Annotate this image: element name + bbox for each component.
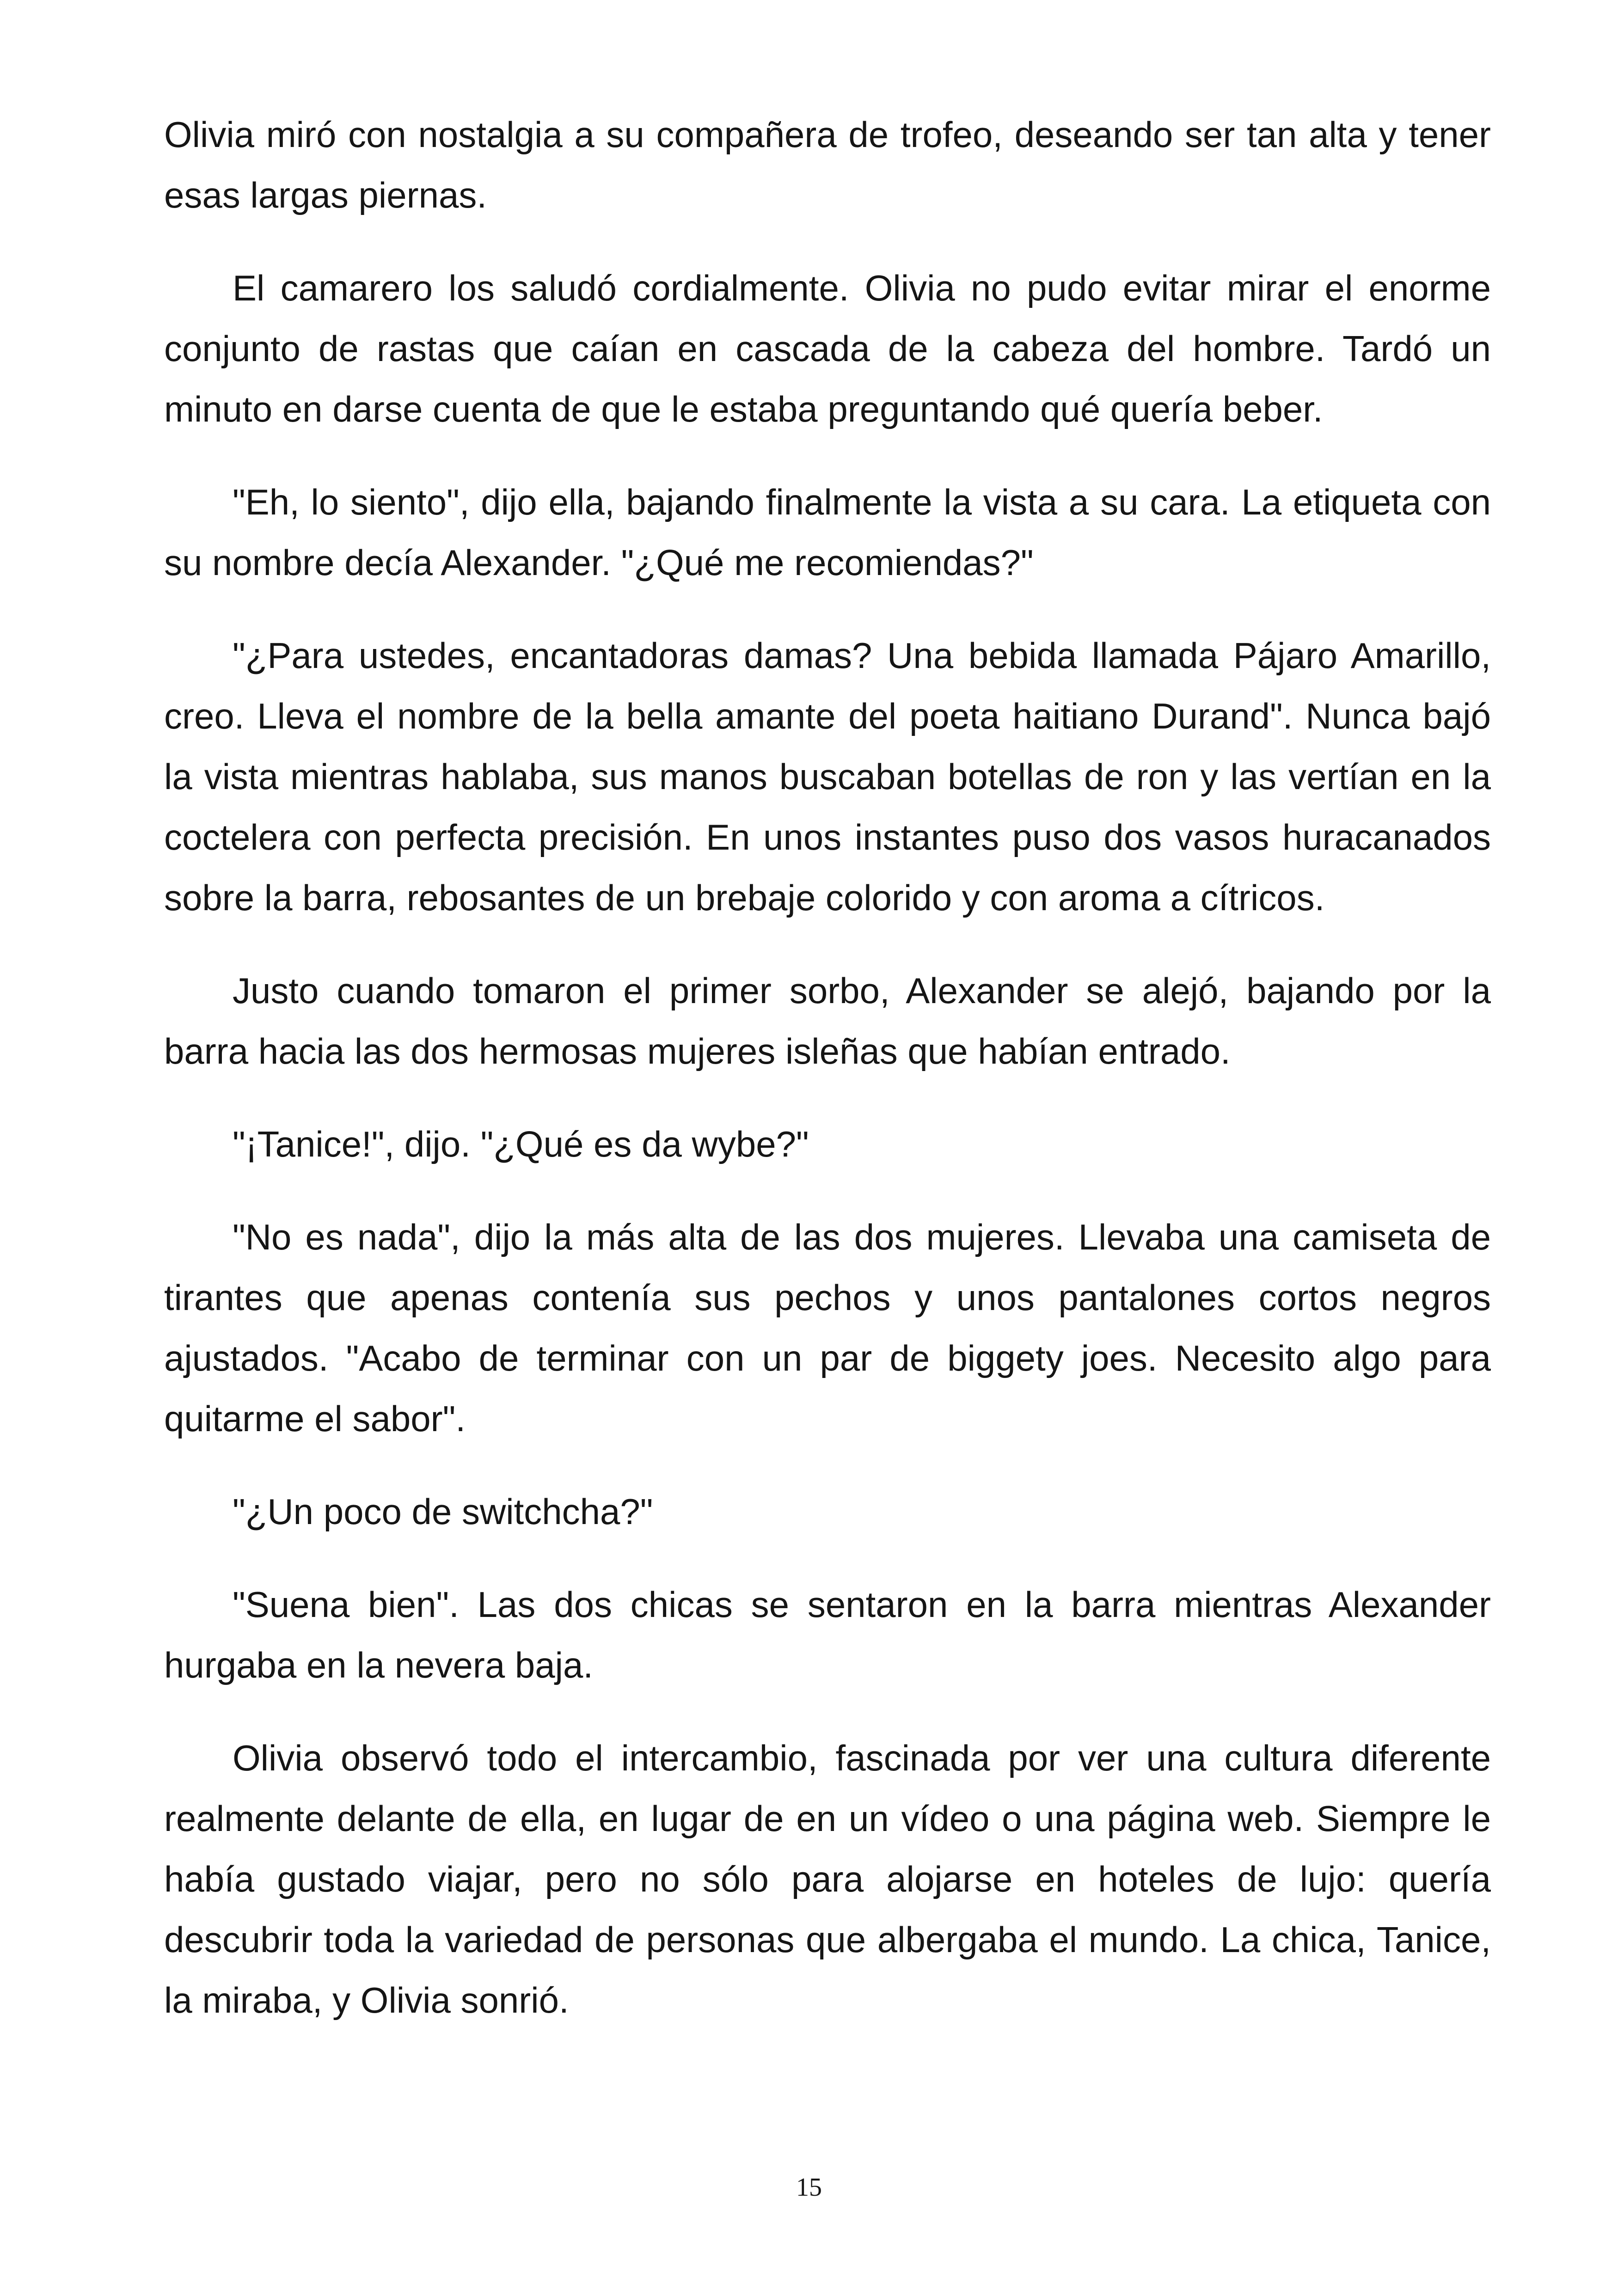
paragraph-10: Olivia observó todo el intercambio, fascinada por ver una cultura diferente realmente delante de ella, en lugar de en un vídeo o una página web. Siempre le había gustado viajar, pero no sólo para alojarse en hoteles de lujo: quería descubrir toda la variedad de personas que albergaba el mundo. La chica, Tanice, la miraba, y Olivia sonrió. <box>164 1738 1491 2020</box>
paragraph-2: El camarero los saludó cordialmente. Olivia no pudo evitar mirar el enorme conjunto de rastas que caían en cascada de la cabeza del hombre. Tardó un minuto en darse cuenta de que le estaba preguntando qué quería beber. <box>164 268 1491 429</box>
paragraph-5: Justo cuando tomaron el primer sorbo, Alexander se alejó, bajando por la barra hacia las dos hermosas mujeres isleñas que habían entrado. <box>164 970 1491 1071</box>
paragraph-6: "¡Tanice!", dijo. "¿Qué es da wybe?" <box>233 1124 809 1164</box>
body-text <box>164 104 1491 2063</box>
paragraph-3: "Eh, lo siento", dijo ella, bajando finalmente la vista a su cara. La etiqueta con su nombre decía Alexander. "¿Qué me recomiendas?" <box>164 482 1491 583</box>
page-number: 15 <box>796 2173 822 2202</box>
paragraph-1: Olivia miró con nostalgia a su compañera de trofeo, deseando ser tan alta y tener esas largas piernas. <box>164 114 1491 215</box>
paragraph-4: "¿Para ustedes, encantadoras damas? Una bebida llamada Pájaro Amarillo, creo. Lleva el nombre de la bella amante del poeta haitiano Durand". Nunca bajó la vista mientras hablaba, sus manos buscaban botellas de ron y las vertían en la coctelera con perfecta precisión. En unos instantes puso dos vasos huracanados sobre la barra, rebosantes de un brebaje colorido y con aroma a cítricos. <box>164 635 1491 918</box>
paragraph-8: "¿Un poco de switchcha?" <box>233 1491 653 1532</box>
paragraph-7: "No es nada", dijo la más alta de las dos mujeres. Llevaba una camiseta de tirantes que apenas contenía sus pechos y unos pantalones cortos negros ajustados. "Acabo de terminar con un par de biggety joes. Necesito algo para quitarme el sabor". <box>164 1217 1491 1439</box>
paragraph-9: "Suena bien". Las dos chicas se sentaron en la barra mientras Alexander hurgaba en la nevera baja. <box>164 1584 1491 1685</box>
